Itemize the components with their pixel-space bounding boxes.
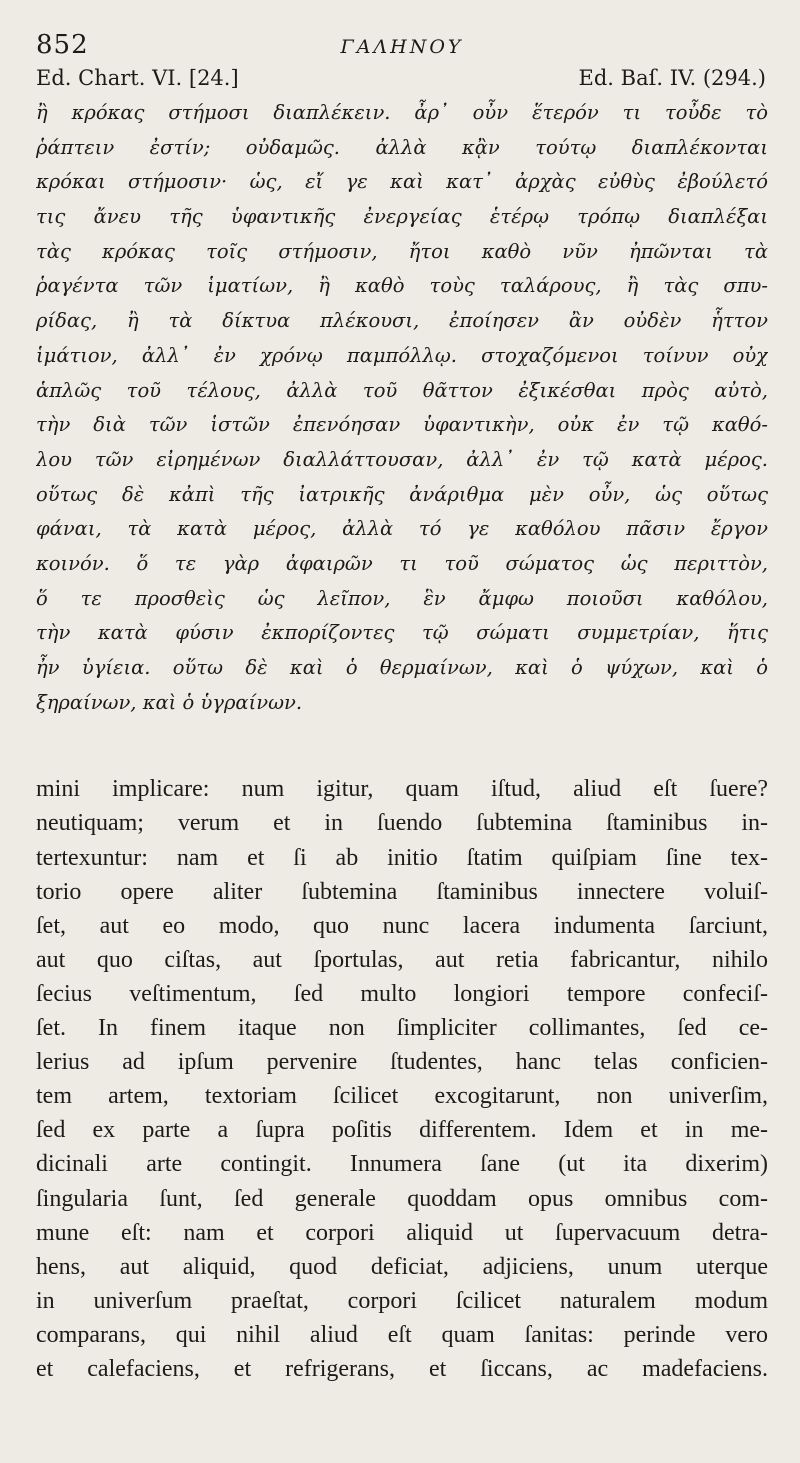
page-header (36, 26, 768, 62)
edition-references (36, 62, 768, 96)
latin-line: ſet. In finem itaque non ſimpliciter collimantes, ſed ce- (36, 1015, 768, 1042)
greek-line: τις ἄνευ τῆς ὑφαντικῆς ἐνεργείας ἑτέρῳ τρόπῳ διαπλέξαι (36, 205, 768, 229)
greek-line: ἦν ὑγίεια. οὕτω δὲ καὶ ὁ θερμαίνων, καὶ ὁ ψύχων, καὶ ὁ (36, 656, 768, 679)
greek-line: τὰς κρόκας τοῖς στήμοσιν, ἤτοι καθὸ νῦν ἠπῶνται τὰ (36, 239, 768, 263)
latin-line: ſed ex parte a ſupra poſitis differentem. Idem et in me- (36, 1117, 768, 1144)
running-title: ΓΑΛΗΝΟΥ (340, 36, 464, 58)
greek-line: ξηραίνων, καὶ ὁ ὑγραίνων. (36, 690, 303, 714)
latin-line: et calefaciens, et refrigerans, et ſiccans, ac madefaciens. (36, 1355, 768, 1382)
greek-line: ἁπλῶς τοῦ τέλους, ἀλλὰ τοῦ θᾶττον ἐξικέσθαι πρὸς αὐτὸ, (36, 378, 768, 402)
latin-line: dicinali arte contingit. Innumera ſane (ut ita dixerim) (36, 1151, 768, 1178)
greek-line: κρόκαι στήμοσιν· ὡς, εἴ γε καὶ κατ᾽ ἀρχὰς εὐθὺς ἐβούλετό (36, 170, 768, 194)
latin-line: aut quo ciſtas, aut ſportulas, aut retia fabricantur, nihilo (36, 946, 768, 973)
section-gap (36, 720, 768, 772)
greek-line: ῥάπτειν ἐστίν; οὐδαμῶς. ἀλλὰ κᾂν τούτῳ διαπλέκονται (36, 135, 768, 159)
greek-line: κοινόν. ὅ τε γὰρ ἀφαιρῶν τι τοῦ σώματος ὡς περιττὸν, (36, 551, 768, 575)
latin-line: mini implicare: num igitur, quam iſtud, aliud eſt ſuere? (36, 776, 768, 803)
greek-line: ἱμάτιον, ἀλλ᾽ ἐν χρόνῳ παμπόλλῳ. στοχαζόμενοι τοίνυν οὐχ (36, 343, 768, 367)
latin-line: lerius ad ipſum pervenire ſtudentes, hanc telas conficien- (36, 1049, 768, 1076)
latin-translation (36, 772, 768, 1386)
latin-line: ſet, aut eo modo, quo nunc lacera indumenta ſarciunt, (36, 912, 768, 939)
latin-line: tertexuntur: nam et ſi ab initio ſtatim quiſpiam ſine tex- (36, 844, 768, 871)
greek-line: τὴν διὰ τῶν ἱστῶν ἐπενόησαν ὑφαντικὴν, οὐκ ἐν τῷ καθό- (36, 413, 768, 437)
edition-reference-basel: Ed. Baſ. IV. (294.) (578, 66, 766, 90)
latin-line: ſingularia ſunt, ſed generale quoddam opus omnibus com- (36, 1185, 768, 1212)
edition-reference-chartier: Ed. Chart. VI. [24.] (36, 66, 239, 90)
greek-line: ρίδας, ἢ τὰ δίκτυα πλέκουσι, ἐποίησεν ἂν οὐδὲν ἧττον (36, 309, 768, 333)
greek-text (36, 96, 768, 720)
latin-line: comparans, qui nihil aliud eſt quam ſanitas: perinde vero (36, 1321, 768, 1348)
greek-line: ὅ τε προσθεὶς ὡς λεῖπον, ἓν ἄμφω ποιοῦσι καθόλου, (36, 586, 768, 610)
latin-line: torio opere aliter ſubtemina ſtaminibus innectere voluiſ- (36, 878, 768, 905)
latin-line: mune eſt: nam et corpori aliquid ut ſupervacuum detra- (36, 1219, 768, 1246)
greek-line: οὕτως δὲ κἀπὶ τῆς ἰατρικῆς ἀνάριθμα μὲν οὖν, ὡς οὕτως (36, 482, 768, 506)
greek-line: ἢ κρόκας στήμοσι διαπλέκειν. ἆρ᾽ οὖν ἕτερόν τι τοὖδε τὸ (36, 101, 768, 124)
greek-line: φάναι, τὰ κατὰ μέρος, ἀλλὰ τό γε καθόλου πᾶσιν ἔργον (36, 517, 768, 541)
latin-line: ſecius veſtimentum, ſed multo longiori tempore confeciſ- (36, 980, 768, 1007)
greek-line: ῥαγέντα τῶν ἱματίων, ἢ καθὸ τοὺς ταλάρους, ἢ τὰς σπυ- (36, 274, 768, 298)
latin-line: in univerſum praeſtat, corpori ſcilicet naturalem modum (36, 1287, 768, 1314)
greek-line: τὴν κατὰ φύσιν ἐκπορίζοντες τῷ σώματι συμμετρίαν, ἥτις (36, 621, 768, 645)
page-number: 852 (36, 30, 89, 60)
greek-line: λου τῶν εἰρημένων διαλλάττουσαν, ἀλλ᾽ ἐν τῷ κατὰ μέρος. (36, 447, 768, 471)
latin-line: neutiquam; verum et in ſuendo ſubtemina ſtaminibus in- (36, 810, 768, 837)
latin-line: tem artem, textoriam ſcilicet excogitarunt, non univerſim, (36, 1083, 768, 1110)
latin-line: hens, aut aliquid, quod deficiat, adjiciens, unum uterque (36, 1253, 768, 1280)
book-page (36, 26, 768, 1386)
